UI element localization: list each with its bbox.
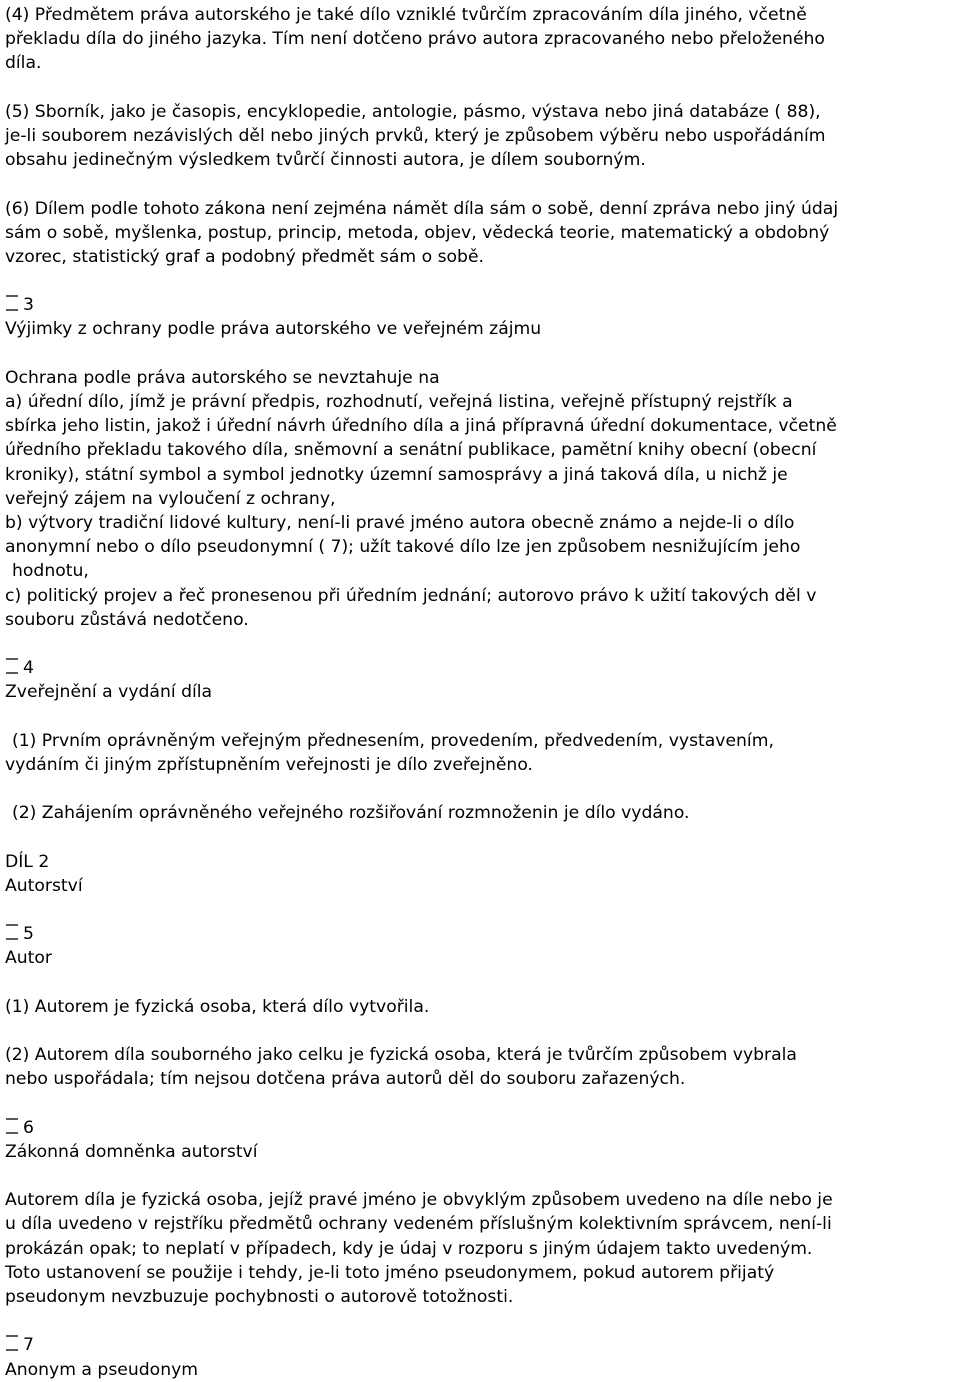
text-line: (2) Autorem díla souborného jako celku je fyzická osoba, která je tvůrčím způsobem vybrala (5, 1045, 797, 1066)
section-6 (5, 1116, 958, 1310)
text-line: c) politický projev a řeč pronesenou při úředním jednání; autorovo právo k užití takových děl v (5, 585, 817, 606)
section-4 (5, 656, 958, 825)
section-title: Autor (5, 948, 52, 969)
section-heading (5, 293, 958, 317)
text-line: Ochrana podle práva autorského se nevztahuje na (5, 367, 440, 388)
text-line: (4) Předmětem práva autorského je také dílo vzniklé tvůrčím zpracováním díla jiného, včetně (5, 5, 807, 25)
section-7 (5, 1333, 958, 1381)
section-sign-icon (5, 1116, 19, 1136)
text-line: překladu díla do jiného jazyka. Tím není dotčeno právo autora zpracovaného nebo přeloženého (5, 29, 825, 50)
section-sign-icon (5, 656, 19, 676)
text-line: b) výtvory tradiční lidové kultury, není-li pravé jméno autora obecně známo a nejde-li o dílo (5, 512, 795, 533)
text-line: sbírka jeho listin, jakož i úřední návrh úředního díla a jiná přípravná úřední dokumentace, včetně (5, 416, 837, 437)
text-line: nebo uspořádala; tím nejsou dotčena práva autorů děl do souboru zařazených. (5, 1069, 686, 1090)
section-heading (5, 1333, 958, 1357)
text-line: (2) Zahájením oprávněného veřejného rozšiřování rozmnoženin je dílo vydáno. (12, 803, 690, 824)
text-line: vzorec, statistický graf a podobný předmět sám o sobě. (5, 246, 484, 267)
text-line: u díla uvedeno v rejstříku předmětů ochrany vedeném příslušným kolektivním správcem, není-li (5, 1214, 832, 1235)
section-sign-icon (5, 1333, 19, 1353)
text-line: veřejný zájem na vyloučení z ochrany, (5, 488, 336, 509)
paragraph-5 (5, 100, 958, 173)
text-line: sám o sobě, myšlenka, postup, princip, metoda, objev, vědecká teorie, matematický a obdobný (5, 222, 830, 243)
paragraph-6 (5, 197, 958, 270)
section-title: Zákonná domněnka autorství (5, 1141, 258, 1162)
section-heading (5, 656, 958, 680)
text-line: díla. (5, 53, 42, 74)
document-page (5, 3, 958, 1382)
text-line: (1) Prvním oprávněným veřejným přednesením, provedením, předvedením, vystavením, (12, 730, 774, 751)
text-line: Autorem díla je fyzická osoba, jejíž pravé jméno je obvyklým způsobem uvedeno na díle nebo je (5, 1190, 833, 1211)
text-line: hodnotu, (12, 561, 89, 582)
text-line: (6) Dílem podle tohoto zákona není zejména námět díla sám o sobě, denní zpráva nebo jiný údaj (5, 198, 839, 219)
section-title: Výjimky z ochrany podle práva autorského ve veřejném zájmu (5, 319, 542, 340)
section-sign-icon (5, 922, 19, 942)
text-line: (1) Autorem je fyzická osoba, která dílo vytvořila. (5, 996, 430, 1017)
part-label: DÍL 2 (5, 851, 50, 872)
section-number: 7 (23, 1335, 34, 1356)
section-number: 4 (23, 658, 34, 679)
text-line: Toto ustanovení se použije i tehdy, je-li toto jméno pseudonymem, pokud autorem přijatý (5, 1262, 775, 1283)
text-line: souboru zůstává nedotčeno. (5, 609, 249, 630)
text-line: a) úřední dílo, jímž je právní předpis, rozhodnutí, veřejná listina, veřejně přístupný rejstřík a (5, 392, 793, 412)
section-number: 3 (23, 295, 34, 316)
section-5 (5, 922, 958, 1091)
part-2 (5, 850, 958, 898)
paragraph-4 (5, 3, 958, 76)
section-sign-icon (5, 293, 19, 313)
section-heading (5, 922, 958, 946)
part-title: Autorství (5, 875, 83, 896)
text-line: pseudonym nevzbuzuje pochybnosti o autorově totožnosti. (5, 1286, 514, 1307)
text-line: je-li souborem nezávislých děl nebo jiných prvků, který je způsobem výběru nebo uspořádáním (5, 125, 826, 146)
section-number: 5 (23, 924, 34, 945)
section-heading (5, 1116, 958, 1140)
section-title: Anonym a pseudonym (5, 1359, 198, 1380)
section-number: 6 (23, 1117, 34, 1138)
text-line: (5) Sborník, jako je časopis, encyklopedie, antologie, pásmo, výstava nebo jiná databáze ( 88), (5, 101, 821, 122)
text-line: vydáním či jiným zpřístupněním veřejnosti je dílo zveřejněno. (5, 754, 534, 775)
text-line: kroniky), státní symbol a symbol jednotky územní samosprávy a jiná taková díla, u nichž je (5, 464, 788, 485)
text-line: prokázán opak; to neplatí v případech, kdy je údaj v rozporu s jiným údajem takto uvedeným. (5, 1238, 813, 1259)
section-title: Zveřejnění a vydání díla (5, 682, 213, 703)
text-line: úředního překladu takového díla, sněmovní a senátní publikace, pamětní knihy obecní (obecní (5, 440, 817, 461)
text-line: anonymní nebo o dílo pseudonymní ( 7); užít takové dílo lze jen způsobem nesnižujícím jeho (5, 537, 801, 558)
section-3 (5, 293, 958, 632)
text-line: obsahu jedinečným výsledkem tvůrčí činnosti autora, je dílem souborným. (5, 150, 646, 171)
